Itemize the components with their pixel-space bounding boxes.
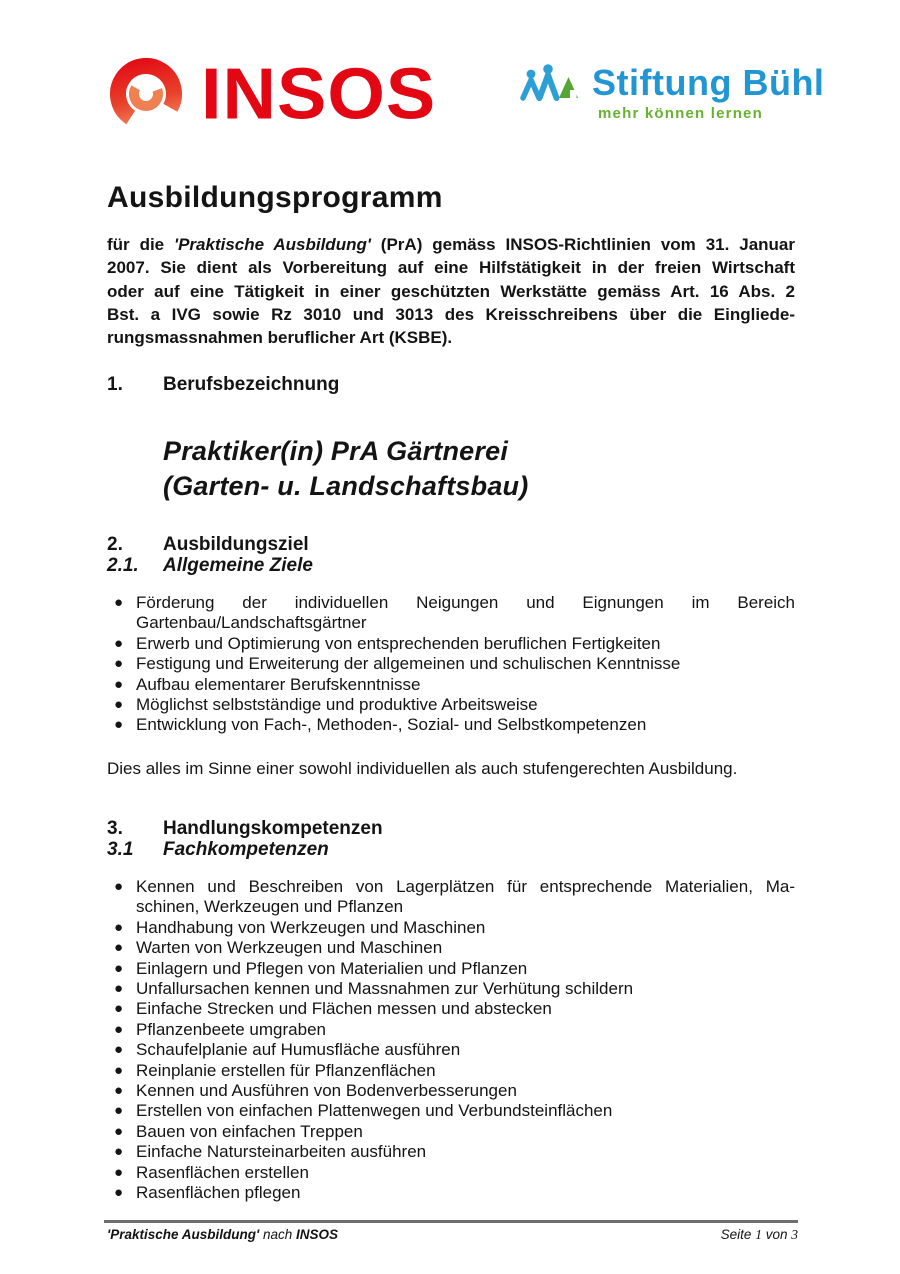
list-item-text: Möglichst selbstständige und produktive Arbeitsweise (136, 695, 538, 715)
bullet-icon: ● (114, 1163, 124, 1181)
list-item (107, 1163, 795, 1183)
subsection-title: Allgemeine Ziele (163, 555, 313, 576)
list-item (107, 1061, 795, 1081)
list-item-text: Erwerb und Optimierung von entsprechenden beruflichen Fertigkeiten (136, 633, 661, 653)
bullet-icon: ● (114, 959, 124, 977)
bullet-icon: ● (114, 980, 124, 998)
footer-mid: nach (262, 1227, 293, 1242)
list-item (107, 999, 795, 1019)
section-number: 2. (107, 534, 123, 555)
section-number: 3. (107, 818, 123, 839)
list-item (107, 715, 795, 735)
list-item-text: Einfache Natursteinarbeiten ausführen (136, 1142, 427, 1162)
bullet-icon: ● (114, 1000, 124, 1018)
list-item-text: Rasenflächen erstellen (136, 1162, 309, 1182)
list-item (107, 1040, 795, 1060)
bullet-icon: ● (114, 939, 124, 957)
list-item (107, 593, 795, 634)
intro-line-4: Bst. a IVG sowie Rz 3010 und 3013 des Kreisschreibens über die Eingliede- (107, 304, 795, 324)
section-1-heading (107, 374, 339, 395)
list-item-text: Aufbau elementarer Berufskenntnisse (136, 674, 421, 694)
page-label: Seite (720, 1227, 752, 1242)
section-2-heading (107, 534, 313, 576)
bullet-icon: ● (114, 1184, 124, 1202)
section-3-heading (107, 818, 383, 860)
bullet-icon: ● (114, 716, 124, 734)
subsection-number: 2.1. (107, 555, 139, 576)
intro-line-1: für die 'Praktische Ausbildung' (PrA) gemäss INSOS-Richtlinien vom 31. Januar (107, 235, 795, 254)
bullet-icon: ● (114, 634, 124, 652)
bullet-icon: ● (114, 1122, 124, 1140)
closing-sentence: Dies alles im Sinne einer sowohl individuellen als auch stufengerechten Ausbildung. (107, 759, 738, 778)
footer-doc-label (107, 1227, 338, 1242)
stiftung-buehl-logo (520, 62, 824, 122)
job-title-line-2: (Garten- u. Landschaftsbau) (163, 470, 529, 501)
list-item-text: Unfallursachen kennen und Massnahmen zur Verhütung schildern (136, 979, 634, 999)
subsection-title: Fachkompetenzen (163, 839, 329, 860)
list-item-text: Warten von Werkzeugen und Maschinen (136, 938, 443, 958)
bullet-icon: ● (114, 1143, 124, 1161)
subsection-number: 3.1 (107, 839, 134, 860)
bullet-icon: ● (114, 878, 124, 895)
list-item (107, 675, 795, 695)
intro-line-5: rungsmassnahmen beruflicher Art (KSBE). (107, 328, 453, 348)
stiftung-figures-icon (520, 62, 584, 114)
bullet-icon: ● (114, 594, 124, 611)
list-item-text: Erstellen von einfachen Plattenwegen und Verbundsteinflächen (136, 1101, 613, 1121)
list-item (107, 877, 795, 918)
competencies-list (107, 877, 795, 1204)
footer-org: INSOS (296, 1227, 339, 1242)
bullet-icon: ● (114, 1102, 124, 1120)
list-item-text: Kennen und Beschreiben von Lagerplätzen für entsprechende Materialien, Ma- schinen, Werkzeugen und Pflanzen (136, 877, 795, 917)
intro-paragraph (107, 233, 795, 349)
list-item-text: Entwicklung von Fach-, Methoden-, Sozial- und Selbstkompetenzen (136, 715, 647, 735)
list-item-text: Festigung und Erweiterung der allgemeinen und schulischen Kenntnisse (136, 654, 681, 674)
list-item-text: Handhabung von Werkzeugen und Maschinen (136, 917, 486, 937)
footer-page-indicator (721, 1227, 798, 1243)
job-title (163, 434, 528, 503)
list-item-text: Einfache Strecken und Flächen messen und abstecken (136, 999, 552, 1019)
of-label: von (765, 1227, 788, 1242)
job-title-line-1: Praktiker(in) PrA Gärtnerei (163, 436, 509, 466)
footer-divider (104, 1220, 798, 1223)
doc-type-italic: 'Praktische Ausbildung' (174, 235, 371, 254)
general-goals-list (107, 593, 795, 736)
stiftung-buehl-name: Stiftung Bühl (592, 62, 825, 103)
page-title: Ausbildungsprogramm (107, 181, 443, 214)
section-title: Berufsbezeichnung (163, 374, 340, 395)
page-number: 1 (755, 1227, 762, 1242)
bullet-icon: ● (114, 1041, 124, 1059)
list-item-text: Förderung der individuellen Neigungen und Eignungen im Bereich Gartenbau/Landschaftsgärtner (136, 593, 795, 633)
section-title: Handlungskompetenzen (163, 818, 383, 839)
insos-wordmark: INSOS (201, 52, 437, 135)
insos-emblem-icon (100, 54, 195, 134)
intro-line-2: 2007. Sie dient als Vorbereitung auf eine Hilfstätigkeit in der freien Wirtschaft (107, 258, 795, 278)
list-item (107, 938, 795, 958)
list-item (107, 918, 795, 938)
stiftung-buehl-tagline: mehr können lernen (598, 105, 763, 122)
list-item (107, 1142, 795, 1162)
list-item-text: Reinplanie erstellen für Pflanzenflächen (136, 1060, 436, 1080)
page-total: 3 (791, 1227, 798, 1242)
list-item-text: Rasenflächen pflegen (136, 1183, 301, 1203)
list-item (107, 1101, 795, 1121)
bullet-icon: ● (114, 655, 124, 673)
list-item-text: Schaufelplanie auf Humusfläche ausführen (136, 1040, 461, 1060)
list-item (107, 634, 795, 654)
section-title: Ausbildungsziel (163, 534, 309, 555)
list-item-text: Pflanzenbeete umgraben (136, 1019, 326, 1039)
list-item (107, 1081, 795, 1101)
intro-line-3: oder auf eine Tätigkeit in einer geschützten Werkstätte gemäss Art. 16 Abs. 2 (107, 281, 795, 301)
bullet-icon: ● (114, 918, 124, 936)
insos-logo (100, 54, 436, 134)
list-item (107, 1183, 795, 1203)
bullet-icon: ● (114, 1020, 124, 1038)
list-item-text: Bauen von einfachen Treppen (136, 1121, 363, 1141)
list-item (107, 654, 795, 674)
footer-doc-type: 'Praktische Ausbildung' (107, 1227, 260, 1242)
bullet-icon: ● (114, 675, 124, 693)
list-item (107, 1122, 795, 1142)
bullet-icon: ● (114, 696, 124, 714)
list-item-text: Kennen und Ausführen von Bodenverbesserungen (136, 1081, 517, 1101)
bullet-icon: ● (114, 1082, 124, 1100)
list-item (107, 1020, 795, 1040)
list-item (107, 979, 795, 999)
list-item-text: Einlagern und Pflegen von Materialien und Pflanzen (136, 958, 528, 978)
list-item (107, 695, 795, 715)
section-number: 1. (107, 374, 123, 395)
bullet-icon: ● (114, 1061, 124, 1079)
list-item (107, 959, 795, 979)
